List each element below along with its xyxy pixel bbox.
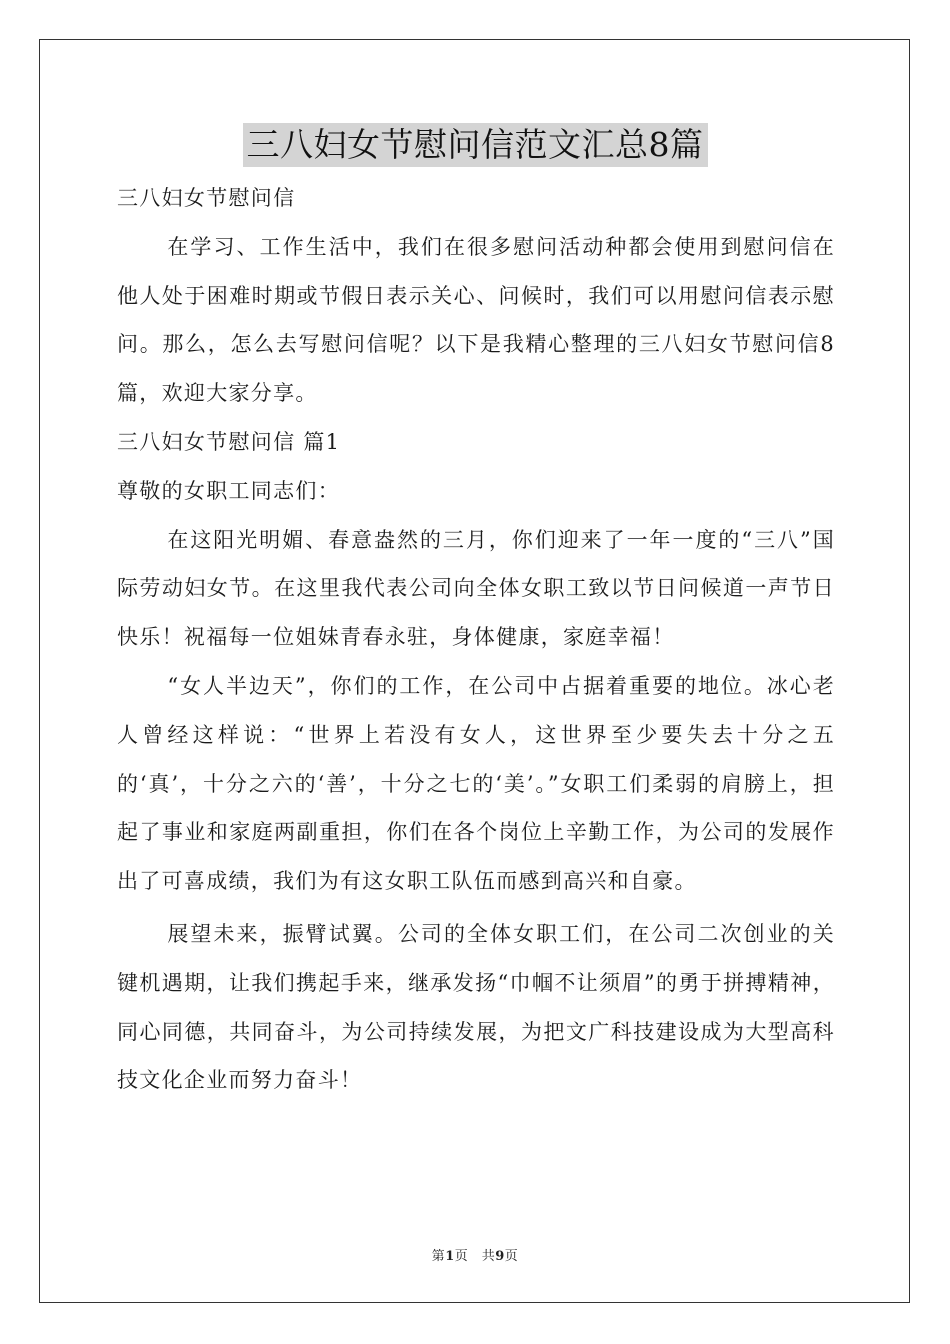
paragraph-body-1: 在这阳光明媚、春意盎然的三月，你们迎来了一年一度的“三八”国际劳动妇女节。在这里我代表公司向全体女职工致以节日问候道一声节日快乐！祝福每一位姐妹青春永驻，身体健康，家庭幸福！ — [117, 527, 835, 650]
paragraph-intro: 在学习、工作生活中，我们在很多慰问活动种都会使用到慰问信在他人处于困难时期或节假日表示关心、问候时，我们可以用慰问信表示慰问。那么，怎么去写慰问信呢？以下是我精心整理的三八妇女节慰问信8篇，欢迎大家分享。 — [117, 234, 835, 406]
footer-mid: 页 共 — [454, 1249, 496, 1264]
document-body — [117, 174, 835, 1105]
paragraph-heading: 三八妇女节慰问信 — [117, 186, 296, 210]
title-container — [0, 123, 950, 167]
footer-suffix: 页 — [504, 1249, 519, 1264]
section-heading: 三八妇女节慰问信 篇1 — [117, 429, 341, 454]
page-footer — [0, 1245, 950, 1264]
paragraph-body-2: “女人半边天”，你们的工作，在公司中占据着重要的地位。冰心老人曾经这样说：“世界上若没有女人，这世界至少要失去十分之五的‘真’，十分之六的‘善’，十分之七的‘美’。”女职工们柔弱的肩膀上，担起了事业和家庭两副重担，你们在各个岗位上辛勤工作，为公司的发展作出了可喜成绩，我们为有这女职工队伍而感到高兴和自豪。 — [117, 673, 835, 894]
salutation: 尊敬的女职工同志们： — [117, 478, 340, 503]
footer-prefix: 第 — [431, 1249, 446, 1264]
footer-page-total: 9 — [495, 1249, 505, 1264]
document-title: 三八妇女节慰问信范文汇总8篇 — [243, 123, 708, 167]
paragraph-body-3: 展望未来，振臂试翼。公司的全体女职工们，在公司二次创业的关键机遇期，让我们携起手来，继承发扬“巾帼不让须眉”的勇于拼搏精神，同心同德，共同奋斗，为公司持续发展，为把文广科技建设成为大型高科技文化企业而努力奋斗！ — [117, 921, 835, 1093]
footer-page-number: 1 — [445, 1249, 455, 1264]
